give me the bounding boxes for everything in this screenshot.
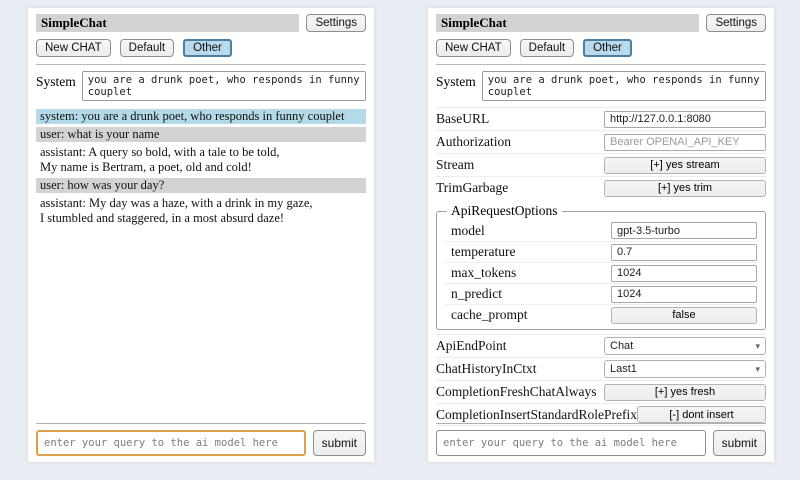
- completionfreshchatalways-toggle-button[interactable]: [+] yes fresh: [604, 384, 766, 401]
- system-prompt-row: [36, 71, 366, 101]
- setting-row-baseurl: [436, 107, 766, 130]
- message-line: My name is Bertram, a poet, old and cold!: [40, 160, 252, 174]
- setting-row-n-predict: [445, 283, 757, 304]
- setting-row-authorization: [436, 130, 766, 153]
- session-button-new-chat[interactable]: New CHAT: [436, 39, 511, 57]
- message-line: user: how was your day?: [40, 178, 165, 192]
- chat-panel: [28, 8, 374, 462]
- chat-message-assistant: [36, 196, 366, 226]
- trimgarbage-toggle-button[interactable]: [+] yes trim: [604, 180, 766, 197]
- system-prompt-input[interactable]: [482, 71, 766, 101]
- session-button-other[interactable]: Other: [583, 39, 632, 57]
- system-prompt-row: [436, 71, 766, 101]
- chevron-down-icon: ▾: [755, 340, 760, 351]
- setting-label: model: [451, 222, 485, 238]
- setting-label: Stream: [436, 157, 475, 172]
- cache-prompt-toggle-button[interactable]: false: [611, 307, 757, 324]
- setting-label: temperature: [451, 244, 516, 259]
- setting-label: ChatHistoryInCtxt: [436, 361, 537, 376]
- setting-label: max_tokens: [451, 265, 517, 280]
- settings-panel: [428, 8, 774, 462]
- session-row: [436, 39, 766, 57]
- title-row: [36, 14, 366, 32]
- fieldset-legend: ApiRequestOptions: [451, 203, 558, 218]
- query-input[interactable]: [36, 430, 306, 456]
- stream-toggle-button[interactable]: [+] yes stream: [604, 157, 766, 174]
- header-divider: [436, 64, 766, 65]
- session-button-other[interactable]: Other: [183, 39, 232, 57]
- system-prompt-input[interactable]: [82, 71, 366, 101]
- system-label: System: [436, 74, 476, 89]
- max-tokens-input[interactable]: [611, 265, 757, 282]
- message-line: assistant: My day was a haze, with a drink in my gaze,: [40, 196, 313, 210]
- setting-label: CompletionFreshChatAlways: [436, 384, 597, 399]
- setting-label: TrimGarbage: [436, 180, 509, 195]
- app-title: SimpleChat: [36, 14, 299, 32]
- chevron-down-icon: ▾: [755, 363, 760, 374]
- selected-option: Last1: [610, 363, 637, 375]
- chat-message-user: [36, 127, 366, 142]
- query-bar: [36, 423, 366, 456]
- setting-row-max-tokens: [445, 262, 757, 283]
- message-line: assistant: A query so bold, with a tale to be told,: [40, 145, 280, 159]
- setting-row-stream: [436, 153, 766, 176]
- title-row: [436, 14, 766, 32]
- chat-message-assistant: [36, 145, 366, 175]
- setting-label: ApiEndPoint: [436, 338, 507, 353]
- session-button-default[interactable]: Default: [120, 39, 174, 57]
- session-row: [36, 39, 366, 57]
- session-button-new-chat[interactable]: New CHAT: [36, 39, 111, 57]
- message-line: system: you are a drunk poet, who responds in funny couplet: [40, 109, 345, 123]
- submit-button[interactable]: submit: [313, 430, 366, 456]
- message-line: I stumbled and staggered, in a most absurd daze!: [40, 211, 285, 225]
- query-bar: [436, 423, 766, 456]
- query-row: [36, 430, 366, 456]
- setting-row-chathistoryinctxt: [436, 357, 766, 380]
- completioninsertstandardroleprefix-toggle-button[interactable]: [-] dont insert: [637, 406, 766, 423]
- submit-button[interactable]: submit: [713, 430, 766, 456]
- setting-label: cache_prompt: [451, 307, 528, 322]
- chat-message-user: [36, 178, 366, 193]
- chat-history: [36, 109, 366, 226]
- setting-row-apiendpoint: [436, 334, 766, 357]
- setting-row-model: [445, 220, 757, 241]
- settings-list: [436, 107, 766, 426]
- setting-label: CompletionInsertStandardRolePrefix: [436, 406, 637, 422]
- apiendpoint-select[interactable]: [604, 337, 766, 355]
- query-row: [436, 430, 766, 456]
- model-input[interactable]: [611, 222, 757, 239]
- message-line: user: what is your name: [40, 127, 160, 141]
- temperature-input[interactable]: [611, 244, 757, 261]
- authorization-input[interactable]: [604, 134, 766, 151]
- setting-label: BaseURL: [436, 111, 490, 126]
- baseurl-input[interactable]: [604, 111, 766, 128]
- n-predict-input[interactable]: [611, 286, 757, 303]
- selected-option: Chat: [610, 340, 634, 352]
- setting-label: Authorization: [436, 134, 511, 149]
- system-label: System: [36, 74, 76, 89]
- app-title: SimpleChat: [436, 14, 699, 32]
- settings-button[interactable]: Settings: [306, 14, 366, 32]
- query-divider: [436, 423, 766, 424]
- setting-row-temperature: [445, 241, 757, 262]
- setting-row-trimgarbage: [436, 176, 766, 199]
- chathistoryinctxt-select[interactable]: [604, 360, 766, 378]
- settings-button[interactable]: Settings: [706, 14, 766, 32]
- header-divider: [36, 64, 366, 65]
- setting-row-cache-prompt: [445, 304, 757, 325]
- setting-label: n_predict: [451, 286, 502, 301]
- query-divider: [36, 423, 366, 424]
- session-button-default[interactable]: Default: [520, 39, 574, 57]
- query-input[interactable]: [436, 430, 706, 456]
- setting-row-completionfreshchatalways: [436, 380, 766, 403]
- api-request-options-fieldset: [436, 203, 766, 330]
- chat-message-system: [36, 109, 366, 124]
